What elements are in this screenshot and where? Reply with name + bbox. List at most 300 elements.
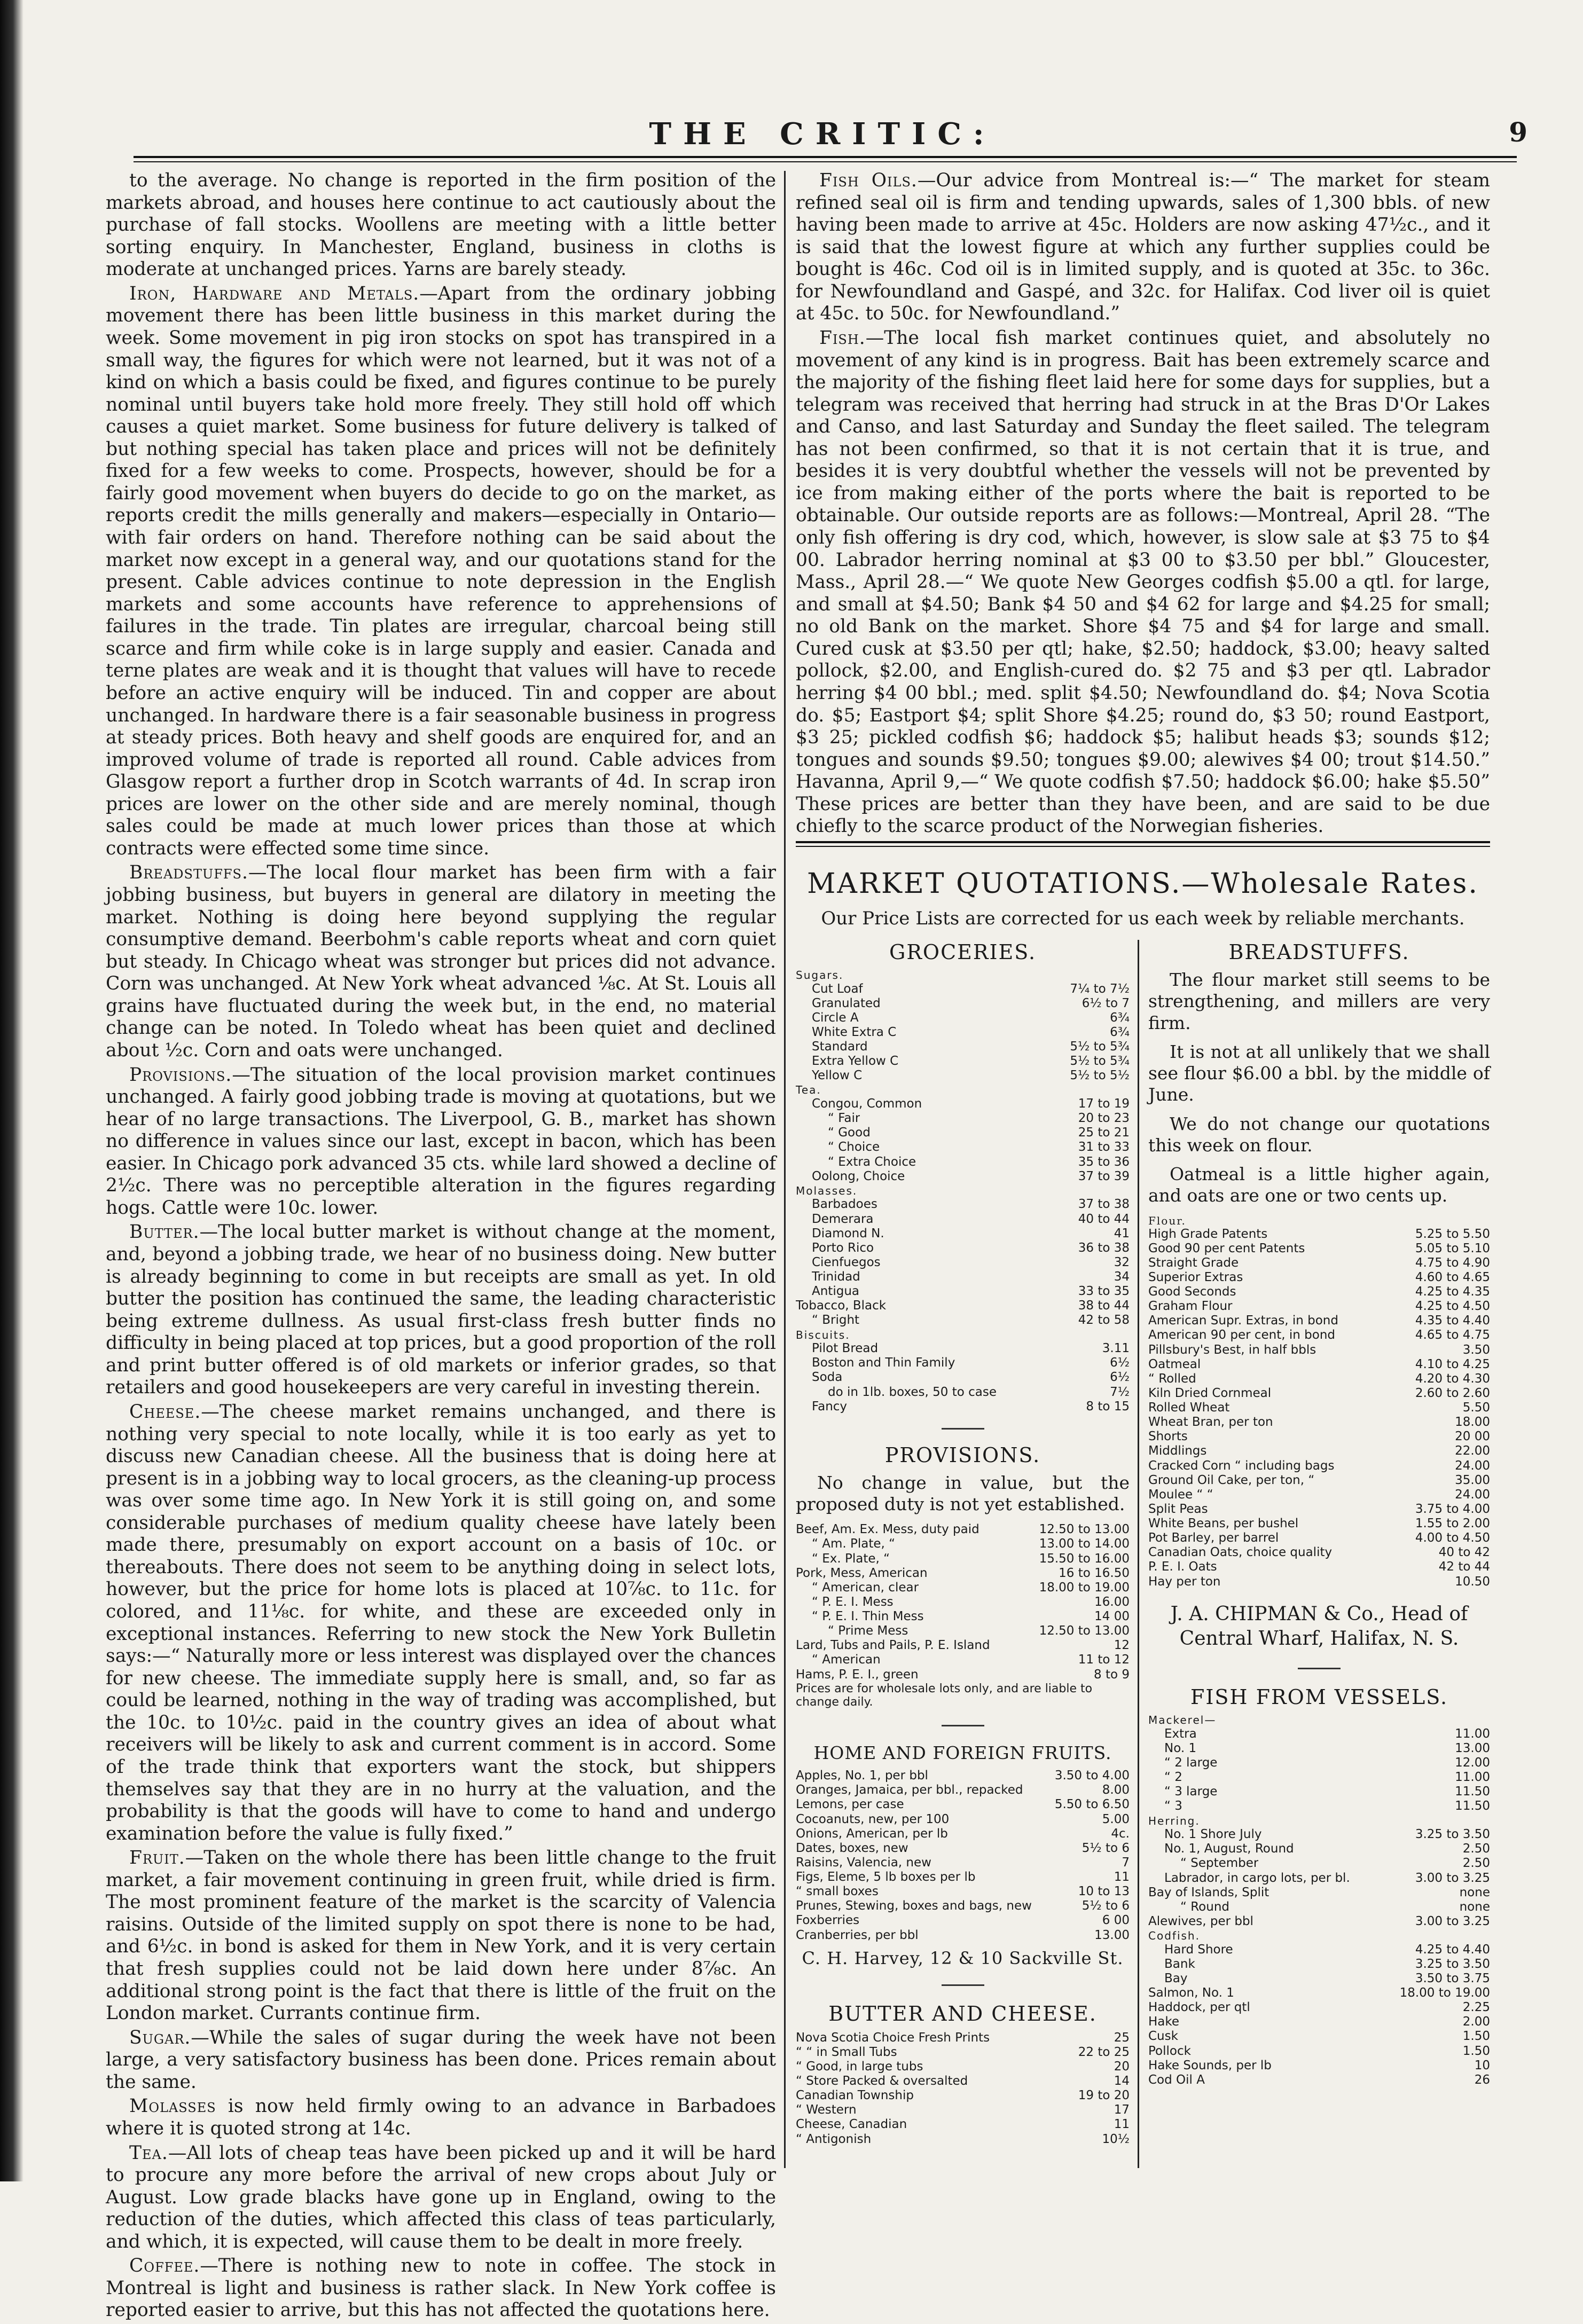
- price-value: 19 to 20: [1078, 2089, 1130, 2103]
- price-row: [796, 1624, 1130, 1638]
- price-row: [1148, 1401, 1490, 1415]
- paragraph-text: —The situation of the local provision market continues unchanged. A fairly good jobbing trade is moving at quotations, but we hear of no large transactions. The Liverpool, G. B., market has shown no difference in values since our last, except in bacon, which has been easier. In Chicago pork advanced 35 cts. while lard showed a decline of 2½c. There was no perceptible alteration in the figures regarding hogs. Cattle were 10c. lower.: [106, 1064, 776, 1219]
- fish-vessels-table: [1148, 1714, 1490, 2087]
- price-row: [796, 1370, 1130, 1385]
- price-label: Cusk: [1148, 2029, 1178, 2044]
- breadstuffs-paragraph: We do not change our quotations this week on flour.: [1148, 1113, 1490, 1156]
- price-value: 22.00: [1455, 1444, 1490, 1458]
- price-row: [1148, 1842, 1490, 1856]
- price-row: [1148, 1386, 1490, 1401]
- right-article-column: [796, 170, 1490, 840]
- section-divider: [1298, 1668, 1341, 1669]
- fish-vessels-title: FISH FROM VESSELS.: [1190, 1685, 1448, 1709]
- price-value: 11.00: [1455, 1726, 1490, 1741]
- price-row: [796, 2117, 1130, 2132]
- price-value: 3.25 to 3.50: [1415, 1827, 1490, 1842]
- price-label: Boston and Thin Family: [812, 1356, 955, 1370]
- price-row: [796, 1638, 1130, 1653]
- price-label: Alewives, per bbl: [1148, 1914, 1253, 1928]
- price-value: 4.25 to 4.35: [1415, 1285, 1490, 1299]
- price-label: Bay of Islands, Split: [1148, 1885, 1269, 1899]
- price-value: 11.00: [1455, 1770, 1490, 1785]
- price-label: Cut Loaf: [812, 982, 863, 996]
- price-value: 6¾: [1110, 1010, 1130, 1025]
- price-label: “ “ in Small Tubs: [796, 2045, 897, 2059]
- price-label: Superior Extras: [1148, 1270, 1243, 1284]
- article-paragraph: [796, 327, 1490, 838]
- price-label: Yellow C: [812, 1069, 863, 1083]
- price-value: 11.50: [1455, 1799, 1490, 1813]
- price-value: 8.00: [1102, 1783, 1130, 1797]
- price-row: [1148, 1560, 1490, 1574]
- paragraph-text: —The local fish market continues quiet, and absolutely no movement of any kind is in progress. Bait has been extremely scarce and the majority of the fishing fleet laid here for some days for supplies, but a telegram was received that herring had struck in at the Bras D'Or Lakes and Canso, and last Saturday and Sunday the fleet sailed. The telegram has not been confirmed, so that it is not certain that it is true, and besides it is very doubtful whether the vessels will not be prevented by ice from making either of the ports where the bait is reported to be obtainable. Our outside reports are as follows:—Montreal, April 28. “The only fish offering is dry cod, which, however, is slow sale at $3 75 to $4 00. Labrador herring nominal at $3 00 to $3.50 per bbl.” Gloucester, Mass., April 28.—“ We quote New Georges codfish $5.00 a qtl. for large, and small at $4.50; Bank $4 50 and $4 62 for large and $4.25 for small; no old Bank on the market. Shore $4 75 and $4 for large and small. Cured cusk at $3.50 per qtl; hake, $2.50; haddock, $3.00; heavy salted pollock, $2.00, and English-cured do. $2 75 and $3 per qtl. Labrador herring $4 00 bbl.; med. split $4.50; Newfoundland do. $4; Nova Scotia do. $5; Eastport $4; split Shore $4.25; round do, $3 50; round Eastport, $3 25; pickled codfish $6; haddock $5; halibut heads $3; sounds $12; tongues and sounds $9.50; tongues $9.00; alewives $4 00; trout $14.50.” Havanna, April 9,—“ We quote codfish $7.50; haddock $6.00; hake $5.50” These prices are better than they have been, and are said to be due chiefly to the scarce product of the Norwegian fisheries.: [796, 327, 1490, 837]
- price-value: 3.50 to 3.75: [1415, 1971, 1490, 1985]
- price-value: 11: [1114, 2117, 1130, 2132]
- article-paragraph: [796, 170, 1490, 325]
- price-label: High Grade Patents: [1148, 1227, 1268, 1241]
- price-label: Extra: [1164, 1726, 1197, 1741]
- price-value: 2.25: [1462, 2000, 1490, 2015]
- price-row: [1148, 2029, 1490, 2044]
- price-label: Porto Rico: [812, 1240, 874, 1255]
- price-row: [1148, 1242, 1490, 1256]
- price-group-label: Codfish.: [1148, 1929, 1200, 1943]
- price-label: Salmon, No. 1: [1148, 1986, 1234, 2000]
- price-label: American Supr. Extras, in bond: [1148, 1314, 1338, 1328]
- price-value: 1.50: [1462, 2029, 1490, 2044]
- price-row: [1148, 1986, 1490, 2000]
- price-label: Pot Barley, per barrel: [1148, 1531, 1279, 1545]
- market-rule: [796, 841, 1490, 843]
- paragraph-text: —Apart from the ordinary jobbing movement there has been little business in this market during the week. Some movement in pig iron stocks on spot has transpired in a small way, the figures for which were not learned, but it was not of a kind on which a basis could be fixed, and figures continue to be purely nominal until buyers take hold more freely. They still hold off which causes a quiet market. Some business for future delivery is talked of but nothing special has taken place and prices will not be definitely fixed for a few weeks to come. Prospects, however, should be for a fairly good movement when buyers do decide to go on the market, as reports credit the mills generally and makers—especially in Ontario—with fair orders on hand. Therefore nothing can be said about the market now except in a general way, and our quotations stand for the present. Cable advices continue to note depression in the English markets and some accounts have reference to apprehensions of failures in the trade. Tin plates are irregular, charcoal being still scarce and firm while coke is in large supply and easier. Canada and terne plates are weak and it is thought that values will have to recede before an active enquiry will be induced. Tin and copper are about unchanged. In hardware there is a fair seasonable business in progress at steady prices. Both heavy and shelf goods are enquired for, and an improved volume of trade is reported all round. Cable advices from Glasgow report a further drop in Scotch warrants of 4d. In scrap iron prices are lower on the other side and are merely nominal, though sales could be made at much lower prices than those at which contracts were effected some time since.: [106, 282, 776, 859]
- price-label: Good 90 per cent Patents: [1148, 1241, 1305, 1255]
- price-value: 12: [1114, 1638, 1130, 1653]
- price-label: Bank: [1164, 1957, 1195, 1971]
- price-value: 12.00: [1455, 1756, 1490, 1770]
- price-row: [1148, 1285, 1490, 1299]
- price-row: [796, 1197, 1130, 1212]
- market-quotations-subtitle: Our Price Lists are corrected for us each week by reliable merchants.: [821, 908, 1465, 929]
- provisions-note: Prices are for wholesale lots only, and are liable to change daily.: [796, 1682, 1093, 1709]
- price-value: 14: [1114, 2074, 1130, 2089]
- paragraph-heading: Tea.: [129, 2142, 168, 2164]
- price-label: Hard Shore: [1164, 1942, 1233, 1957]
- paragraph-text: —There is nothing new to note in coffee. The stock in Montreal is light and business is rather slack. In New York coffee is reported easier to arrive, but this has not affected the quotations here.: [106, 2255, 776, 2321]
- price-value: 3.25 to 3.50: [1415, 1957, 1490, 1971]
- price-label: “ 2 large: [1164, 1756, 1218, 1770]
- flour-label: Flour.: [1148, 1214, 1186, 1227]
- price-row: [796, 1284, 1130, 1299]
- price-value: 17: [1114, 2103, 1130, 2117]
- price-row: [796, 1385, 1130, 1400]
- paragraph-text: is now held firmly owing to an advance in Barbadoes where it is quoted strong at 14c.: [106, 2095, 776, 2139]
- binding-edge: [0, 0, 23, 2181]
- price-label: Bay: [1164, 1971, 1188, 1985]
- price-row: [796, 1928, 1130, 1943]
- price-value: 13.00: [1094, 1928, 1130, 1942]
- price-value: 17 to 19: [1078, 1097, 1130, 1111]
- price-value: 41: [1114, 1226, 1130, 1240]
- price-row: [796, 1054, 1130, 1069]
- price-row: [1148, 1856, 1490, 1871]
- price-value: 6¾: [1110, 1025, 1130, 1039]
- price-value: 37 to 39: [1078, 1169, 1130, 1183]
- price-label: do in 1lb. boxes, 50 to case: [828, 1385, 997, 1399]
- price-label: Straight Grade: [1148, 1255, 1239, 1270]
- price-value: 24.00: [1455, 1458, 1490, 1473]
- price-row: [1148, 2044, 1490, 2059]
- price-row: [796, 1155, 1130, 1169]
- price-label: “ American, clear: [812, 1580, 919, 1595]
- price-label: Extra Yellow C: [812, 1054, 899, 1069]
- price-value: 15.50 to 16.00: [1039, 1551, 1130, 1566]
- price-label: Granulated: [812, 996, 881, 1010]
- price-label: Cranberries, per bbl: [796, 1928, 919, 1942]
- price-value: 7½: [1110, 1385, 1130, 1399]
- price-label: White Beans, per bushel: [1148, 1517, 1299, 1530]
- price-label: No. 1, August, Round: [1164, 1842, 1294, 1856]
- price-value: 10: [1474, 2058, 1490, 2072]
- price-label: Tobacco, Black: [796, 1299, 887, 1313]
- price-label: “ Rolled: [1148, 1371, 1196, 1386]
- price-value: 10 to 13: [1078, 1885, 1130, 1899]
- price-group-label: Molasses.: [796, 1184, 858, 1197]
- price-row: [796, 1356, 1130, 1370]
- price-value: 11.50: [1455, 1785, 1490, 1799]
- price-row: [1148, 1372, 1490, 1386]
- price-label: “ Fair: [828, 1111, 860, 1126]
- masthead-bar: [134, 116, 1527, 154]
- price-row: [1148, 1270, 1490, 1285]
- price-row: [796, 1566, 1130, 1581]
- price-label: Beef, Am. Ex. Mess, duty paid: [796, 1522, 979, 1537]
- price-value: 10.50: [1455, 1574, 1490, 1589]
- price-group-label: Sugars.: [796, 969, 844, 982]
- page-number: 9: [1509, 116, 1527, 148]
- price-row: [796, 2031, 1130, 2045]
- price-row: [1148, 1900, 1490, 1914]
- price-row: [796, 1913, 1130, 1928]
- price-value: 6½ to 7: [1082, 996, 1130, 1010]
- fruits-credit: C. H. Harvey, 12 & 10 Sackville St.: [802, 1948, 1124, 1968]
- price-value: 37 to 38: [1078, 1197, 1130, 1212]
- price-label: Pilot Bread: [812, 1341, 879, 1356]
- price-value: 5½ to 5¾: [1070, 1040, 1130, 1054]
- price-row: [1148, 1227, 1490, 1242]
- price-row: [1148, 1575, 1490, 1589]
- paragraph-text: —Taken on the whole there has been little change to the fruit market, a fair movement continuing in green fruit, while dried is firm. The most prominent feature of the market is the scarcity of Valencia raisins. Outside of the limited supply on spot there is none to be had, and 6½c. in bond is asked for them in New York, and it is very certain that fresh supplies could not be laid down here under 8⅞c. An additional strong point is the fact that there is little of the fruit on the London market. Currants continue firm.: [106, 1847, 776, 2024]
- price-label: “ Extra Choice: [828, 1155, 916, 1169]
- price-label: Diamond N.: [812, 1226, 884, 1240]
- article-paragraph: [106, 2095, 776, 2140]
- breadstuffs-paragraph: Oatmeal is a little higher again, and oats are one or two cents up.: [1148, 1164, 1490, 1206]
- price-row: [796, 1885, 1130, 1899]
- price-row: [796, 1797, 1130, 1812]
- price-label: Cocoanuts, new, per 100: [796, 1812, 950, 1826]
- price-label: “ American: [812, 1653, 881, 1667]
- price-label: Onions, American, per lb: [796, 1826, 948, 1841]
- price-group-label: Biscuits.: [796, 1328, 850, 1341]
- price-row: [796, 1552, 1130, 1566]
- price-label: Dates, boxes, new: [796, 1841, 908, 1855]
- provisions-intro: No change in value, but the proposed duty is not yet established.: [796, 1472, 1130, 1514]
- butter-title: BUTTER AND CHEESE.: [828, 2001, 1097, 2025]
- price-label: Demerara: [812, 1212, 874, 1226]
- article-paragraph: [106, 862, 776, 1062]
- column-divider: [784, 171, 786, 2168]
- price-label: Ground Oil Cake, per ton, “: [1148, 1473, 1315, 1487]
- price-row: [796, 1299, 1130, 1313]
- price-value: 5.50: [1462, 1401, 1490, 1415]
- header-rule: [134, 156, 1517, 158]
- price-row: [796, 1040, 1130, 1054]
- price-label: Antigua: [812, 1284, 859, 1299]
- price-value: 4.20 to 4.30: [1415, 1371, 1490, 1386]
- groceries-title: GROCERIES.: [889, 940, 1037, 964]
- price-label: Good Seconds: [1148, 1285, 1236, 1299]
- price-label: Soda: [812, 1370, 843, 1385]
- price-row: [1148, 1785, 1490, 1799]
- price-row: [796, 1856, 1130, 1870]
- price-row: [796, 2074, 1130, 2089]
- price-row: [796, 1069, 1130, 1083]
- breadstuffs-title: BREADSTUFFS.: [1228, 940, 1410, 964]
- price-label: Hams, P. E. I., green: [796, 1667, 919, 1682]
- price-value: 38 to 44: [1078, 1299, 1130, 1313]
- price-value: 6½: [1110, 1356, 1130, 1370]
- price-label: Lard, Tubs and Pails, P. E. Island: [796, 1638, 990, 1653]
- paragraph-text: —All lots of cheap teas have been picked up and it will be hard to procure any more before the arrival of new crops about July or August. Low grade blacks have gone up in England, owing to the reduction of the duties, which affected this class of teas particularly, and which, it is expected, will cause them to be dealt in more freely.: [106, 2142, 776, 2252]
- price-label: Cheese, Canadian: [796, 2117, 907, 2132]
- price-row: [796, 1227, 1130, 1241]
- price-row: [1148, 1299, 1490, 1314]
- price-row: [796, 1400, 1130, 1414]
- article-paragraph: [106, 283, 776, 860]
- price-label: Oolong, Choice: [812, 1169, 905, 1183]
- price-label: Circle A: [812, 1010, 859, 1025]
- price-row: [796, 1011, 1130, 1025]
- price-value: 5½ to 6: [1082, 1841, 1130, 1855]
- price-row: [1148, 1256, 1490, 1270]
- price-label: Cracked Corn “ including bags: [1148, 1458, 1335, 1473]
- price-value: 4c.: [1111, 1826, 1130, 1841]
- breadstuffs-paragraph: The flour market still seems to be strengthening, and millers are very firm.: [1148, 969, 1490, 1033]
- price-value: 2.60 to 2.60: [1415, 1386, 1490, 1400]
- paragraph-heading: Cheese.: [129, 1401, 201, 1423]
- price-label: “ Prime Mess: [828, 1624, 908, 1638]
- price-row: [1148, 1727, 1490, 1741]
- section-divider: [942, 1428, 984, 1430]
- price-label: Barbadoes: [812, 1197, 877, 1212]
- price-row: [796, 1522, 1130, 1537]
- price-value: 5.50 to 6.50: [1054, 1797, 1130, 1812]
- price-value: 4.00 to 4.50: [1415, 1531, 1490, 1545]
- price-value: 32: [1114, 1255, 1130, 1269]
- groceries-table: [796, 969, 1130, 1414]
- price-label: “ September: [1180, 1856, 1259, 1871]
- market-rule-thin: [796, 846, 1490, 847]
- price-label: Canadian Oats, choice quality: [1148, 1545, 1333, 1560]
- price-value: 4.35 to 4.40: [1415, 1314, 1490, 1328]
- header-rule-thin: [134, 161, 1517, 162]
- price-label: Pork, Mess, American: [796, 1566, 928, 1580]
- paragraph-text: —The local flour market has been firm with a fair jobbing business, but buyers in general are dilatory in meeting the market. Nothing is doing here beyond supplying the regular consumptive demand. Beerbohm's cable reports wheat and corn quiet but steady. In Chicago wheat was stronger but prices did not advance. Corn was unchanged. At New York wheat advanced ⅛c. At St. Louis all grains have fluctuated during the week but, in the end, no material change can be noted. In Toledo wheat has been quiet and declined about ½c. Corn and oats were unchanged.: [106, 862, 776, 1061]
- price-label: Cod Oil A: [1148, 2072, 1205, 2087]
- price-label: Foxberries: [796, 1913, 860, 1928]
- price-label: “ Store Packed & oversalted: [796, 2074, 968, 2089]
- price-value: 18.00 to 19.00: [1399, 1986, 1490, 2000]
- price-group-label: Tea.: [796, 1084, 821, 1097]
- price-value: 8 to 15: [1086, 1399, 1130, 1414]
- paragraph-heading: Butter.: [129, 1221, 200, 1243]
- price-group-label: Mackerel—: [1148, 1714, 1217, 1727]
- price-value: 40 to 44: [1078, 1212, 1130, 1226]
- price-value: 5½ to 5½: [1070, 1069, 1130, 1083]
- article-paragraph: [106, 1847, 776, 2025]
- market-left-column: [796, 937, 1130, 2147]
- price-value: 25: [1114, 2030, 1130, 2045]
- price-label: “ Bright: [812, 1313, 860, 1328]
- price-row: [1148, 1459, 1490, 1473]
- price-row: [1148, 1756, 1490, 1770]
- price-row: [796, 2060, 1130, 2074]
- price-value: 40 to 42: [1438, 1545, 1490, 1560]
- price-value: 12.50 to 13.00: [1039, 1522, 1130, 1537]
- price-value: 26: [1474, 2072, 1490, 2087]
- price-label: “ Good, in large tubs: [796, 2059, 923, 2074]
- price-value: 36 to 38: [1078, 1240, 1130, 1255]
- price-row: [796, 1595, 1130, 1609]
- price-value: 22 to 25: [1078, 2045, 1130, 2059]
- price-row: [796, 1126, 1130, 1140]
- price-row: [1148, 1502, 1490, 1517]
- paragraph-heading: Provisions.: [129, 1064, 232, 1086]
- price-value: 12.50 to 13.00: [1039, 1624, 1130, 1638]
- article-paragraph: [106, 1221, 776, 1399]
- price-value: none: [1459, 1885, 1490, 1899]
- price-label: Wheat Bran, per ton: [1148, 1415, 1273, 1430]
- price-value: 20 00: [1455, 1430, 1490, 1444]
- price-value: 24.00: [1455, 1487, 1490, 1502]
- left-article-column: [106, 170, 776, 2324]
- paragraph-heading: Molasses: [129, 2095, 216, 2117]
- price-value: 5.25 to 5.50: [1415, 1227, 1490, 1241]
- price-label: Pillsbury's Best, in half bbls: [1148, 1342, 1316, 1357]
- price-label: Lemons, per case: [796, 1797, 904, 1812]
- price-row: [1148, 1914, 1490, 1929]
- price-label: Canadian Township: [796, 2089, 914, 2103]
- price-label: Hake Sounds, per lb: [1148, 2058, 1272, 2072]
- price-label: “ Ex. Plate, “: [812, 1551, 890, 1566]
- paragraph-text: —The cheese market remains unchanged, and there is nothing very special to note locally, while it is too early as yet to discuss new Canadian cheese. All the business that is doing here at present is in a jobbing way to local grocers, as the cleaning-up process was over some time ago. In New York it is still going on, and some considerable purchases of medium quality cheese have lately been made there, presumably on export account on a basis of 10c. or thereabouts. There does not seem to be anything doing in select lots, however, but the price for home lots is placed at 10⅞c. to 11c. for colored, and 11⅛c. for white, and these are exceeded only in exceptional instances. Referring to new stock the New York Bulletin says:—“ Naturally more or less interest was displayed over the chances for new cheese. The immediate supply here is small, and, so far as could be learned, nothing in the way of trading was accomplished, but the 10c. to 10½c. paid in the country gives an idea of about what receivers will be likely to ask and current comment is in accord. Some of the trade think that exporters want the stock, but shippers themselves say that they are in no hurry at the valuation, and the probability is that the goods will have to come to hand and undergo examination before the value is fully fixed.”: [106, 1401, 776, 1844]
- price-row: [796, 1769, 1130, 1783]
- paragraph-heading: Fruit.: [129, 1847, 185, 1869]
- price-label: P. E. I. Oats: [1148, 1560, 1217, 1574]
- price-row: [1148, 1357, 1490, 1372]
- price-value: 10½: [1102, 2132, 1130, 2146]
- price-value: 18.00: [1455, 1415, 1490, 1430]
- price-row: [796, 1313, 1130, 1328]
- paragraph-heading: Iron, Hardware and Metals.: [129, 282, 420, 304]
- price-label: No. 1 Shore July: [1164, 1827, 1262, 1842]
- price-value: 5½ to 6: [1082, 1899, 1130, 1913]
- price-row: [1148, 1343, 1490, 1357]
- section-divider: [942, 1725, 984, 1726]
- price-row: [796, 1111, 1130, 1126]
- price-row: [1148, 1827, 1490, 1842]
- price-value: 5.05 to 5.10: [1415, 1241, 1490, 1255]
- price-value: 6 00: [1102, 1913, 1130, 1928]
- market-divider: [1138, 940, 1139, 2168]
- price-label: “ Western: [796, 2103, 857, 2117]
- price-value: 16.00: [1094, 1595, 1130, 1609]
- price-label: Pollock: [1148, 2044, 1191, 2058]
- price-row: [796, 1537, 1130, 1551]
- price-label: Graham Flour: [1148, 1299, 1233, 1314]
- price-label: Apples, No. 1, per bbl: [796, 1769, 928, 1783]
- paragraph-text: —Our advice from Montreal is:—“ The market for steam refined seal oil is firm and tending upwards, sales of 1,300 bbls. of new having been made to arrive at 45c. Holders are now asking 47½c., and it is said that the lowest figure at which any further supplies could be bought is 46c. Cod oil is in limited supply, and is quoted at 35c. to 36c. for Newfoundland and Gaspé, and 32c. for Halifax. Cod liver oil is quiet at 45c. to 50c. for Newfoundland.”: [796, 170, 1490, 325]
- price-label: “ 2: [1164, 1770, 1182, 1785]
- price-label: Figs, Eleme, 5 lb boxes per lb: [796, 1870, 976, 1885]
- price-value: 3.50 to 4.00: [1054, 1769, 1130, 1783]
- price-label: No. 1: [1164, 1741, 1197, 1755]
- price-value: 2.00: [1462, 2015, 1490, 2029]
- price-row: [1148, 1957, 1490, 1972]
- price-value: 42 to 58: [1078, 1313, 1130, 1328]
- price-label: Prunes, Stewing, boxes and bags, new: [796, 1899, 1032, 1913]
- article-paragraph: [106, 1064, 776, 1220]
- price-value: 8 to 9: [1094, 1667, 1130, 1682]
- paragraph-heading: Fish.: [819, 327, 866, 349]
- price-value: 3.75 to 4.00: [1415, 1502, 1490, 1516]
- paragraph-heading: Coffee.: [129, 2255, 200, 2277]
- price-label: Hay per ton: [1148, 1574, 1221, 1589]
- price-row: [796, 982, 1130, 996]
- price-value: 13.00: [1455, 1741, 1490, 1755]
- price-row: [796, 1270, 1130, 1284]
- price-value: 4.60 to 4.65: [1415, 1270, 1490, 1284]
- article-paragraph: [106, 2255, 776, 2322]
- price-value: 16 to 16.50: [1059, 1566, 1130, 1580]
- price-row: [1148, 1886, 1490, 1900]
- price-row: [1148, 1473, 1490, 1488]
- price-row: [1148, 2059, 1490, 2073]
- breadstuffs-notes: [1148, 969, 1490, 1207]
- price-row: [796, 1581, 1130, 1595]
- price-row: [796, 2132, 1130, 2147]
- price-label: Trinidad: [812, 1270, 860, 1284]
- price-row: [796, 2089, 1130, 2103]
- price-value: 5.00: [1102, 1812, 1130, 1826]
- fruits-title: HOME AND FOREIGN FRUITS.: [813, 1742, 1112, 1764]
- price-row: [796, 1609, 1130, 1624]
- price-row: [796, 1870, 1130, 1885]
- price-row: [1148, 1531, 1490, 1545]
- price-label: Split Peas: [1148, 1502, 1208, 1516]
- article-paragraph: [106, 170, 776, 281]
- price-group-label: Herring.: [1148, 1814, 1200, 1827]
- price-row: [1148, 1545, 1490, 1560]
- market-quotations-title: MARKET QUOTATIONS.—Wholesale Rates.: [807, 868, 1479, 900]
- price-row: [1148, 1741, 1490, 1756]
- price-label: Labrador, in cargo lots, per bl.: [1164, 1871, 1350, 1885]
- price-value: 4.65 to 4.75: [1415, 1328, 1490, 1342]
- paragraph-heading: Breadstuffs.: [129, 862, 248, 884]
- price-row: [796, 996, 1130, 1011]
- price-row: [796, 1241, 1130, 1255]
- price-value: 6½: [1110, 1370, 1130, 1385]
- breadstuffs-table: [1148, 1227, 1490, 1589]
